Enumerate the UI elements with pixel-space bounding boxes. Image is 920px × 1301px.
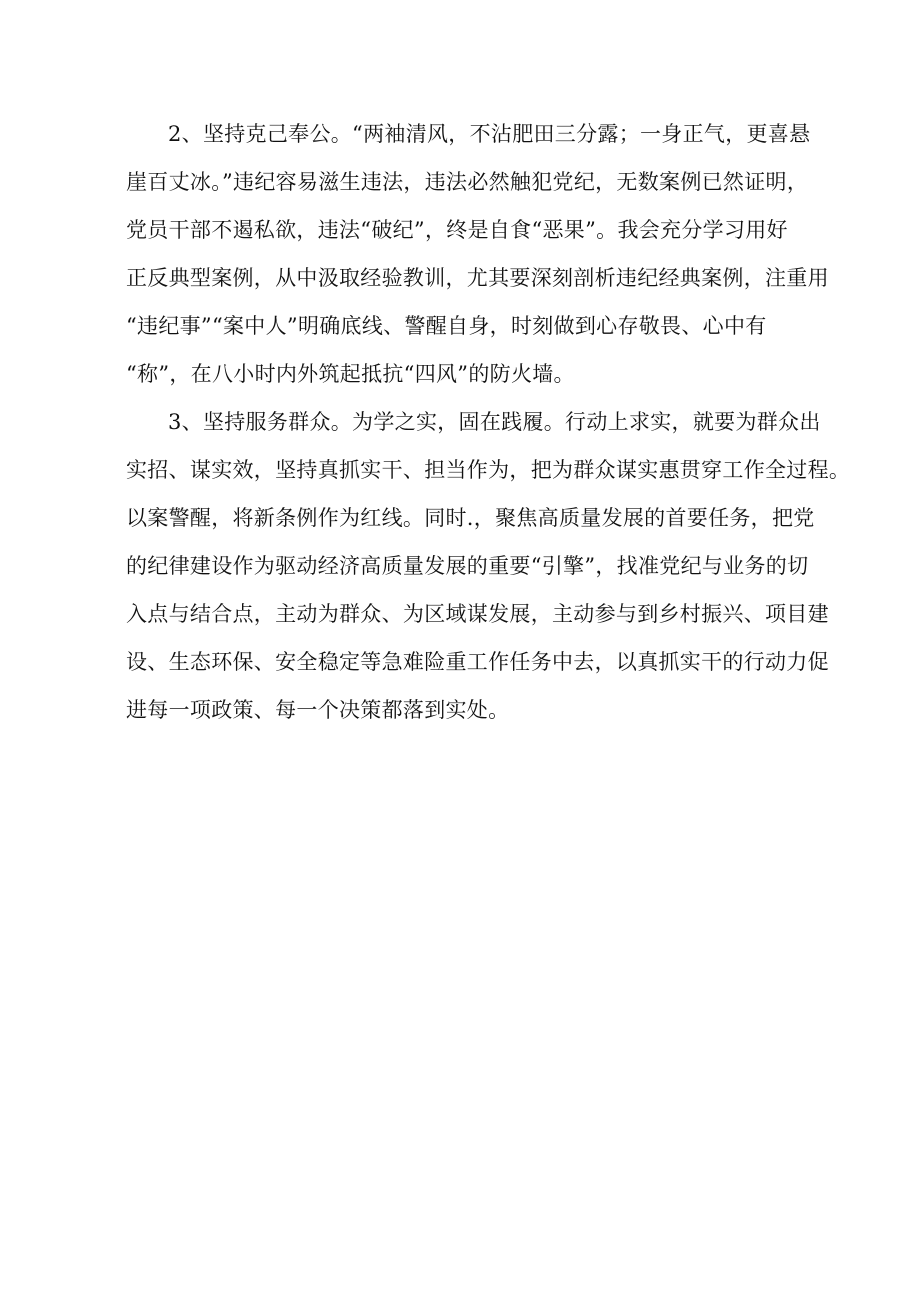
paragraph-line: 进每一项政策、每一个决策都落到实处。 xyxy=(126,698,510,722)
paragraph-3 xyxy=(126,398,851,734)
paragraph-2 xyxy=(126,110,829,398)
paragraph-line: 正反典型案例，从中汲取经验教训，尤其要深刻剖析违纪经典案例，注重用 xyxy=(126,266,829,290)
paragraph-line: 党员干部不遏私欲，违法“破纪”，终是自食“恶果”。我会充分学习用好 xyxy=(126,218,788,242)
paragraph-line: 3、坚持服务群众。为学之实，固在践履。行动上求实，就要为群众出 xyxy=(168,410,821,434)
paragraph-line: 崖百丈冰。”违纪容易滋生违法，违法必然触犯党纪，无数案例已然证明， xyxy=(126,170,809,194)
paragraph-line: 入点与结合点，主动为群众、为区域谋发展，主动参与到乡村振兴、项目建 xyxy=(126,602,829,626)
paragraph-line: 2、坚持克己奉公。“两袖清风，不沾肥田三分露；一身正气，更喜悬 xyxy=(168,122,811,146)
paragraph-line: 实招、谋实效，坚持真抓实干、担当作为，把为群众谋实惠贯穿工作全过程。 xyxy=(126,458,851,482)
paragraph-line: “违纪事”“案中人”明确底线、警醒自身，时刻做到心存敬畏、心中有 xyxy=(126,314,767,338)
paragraph-line: “称”，在八小时内外筑起抵抗“四风”的防火墙。 xyxy=(126,362,575,386)
paragraph-line: 以案警醒，将新条例作为红线。同时.，聚焦高质量发展的首要任务，把党 xyxy=(126,506,815,530)
paragraph-line: 设、生态环保、安全稳定等急难险重工作任务中去，以真抓实干的行动力促 xyxy=(126,650,829,674)
document-body xyxy=(126,110,851,734)
paragraph-line: 的纪律建设作为驱动经济高质量发展的重要“引擎”，找准党纪与业务的切 xyxy=(126,554,809,578)
